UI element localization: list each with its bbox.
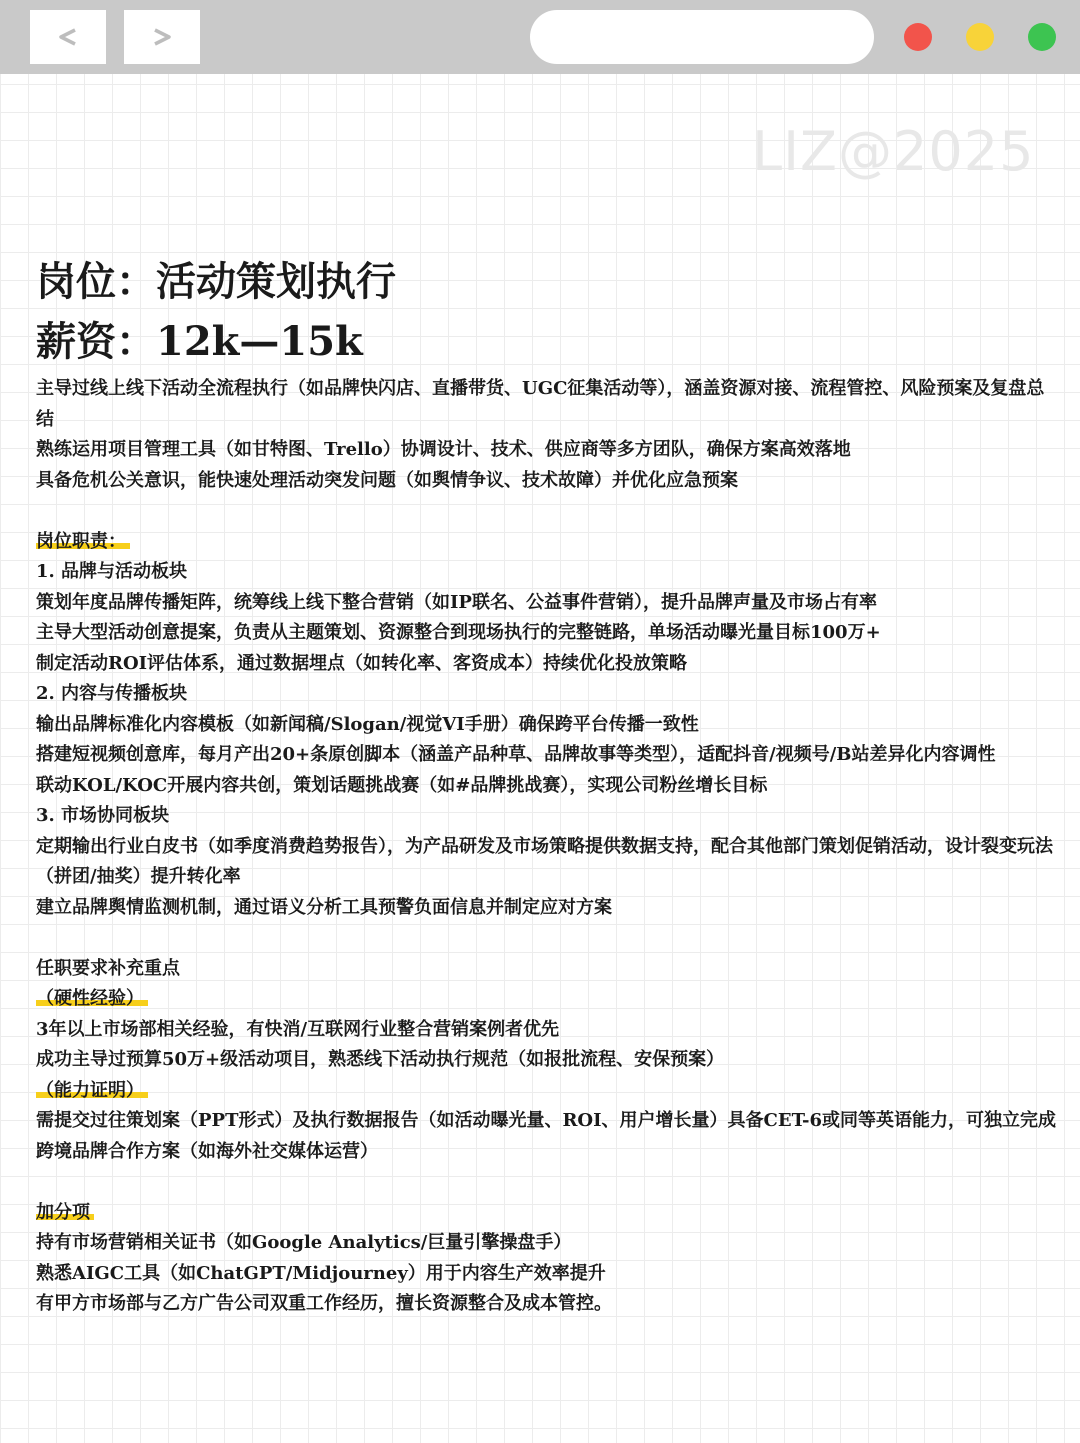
duty-item: 策划年度品牌传播矩阵，统筹线上线下整合营销（如IP联名、公益事件营销），提升品牌声量及市场占有率 — [36, 591, 877, 613]
back-button[interactable] — [30, 10, 106, 64]
duty-item: 制定活动ROI评估体系，通过数据埋点（如转化率、客资成本）持续优化投放策略 — [36, 652, 688, 674]
job-description — [36, 374, 1056, 1320]
requirement-item: 需提交过往策划案（PPT形式）及执行数据报告（如活动曝光量、ROI、用户增长量）具备CET-6或同等英语能力，可独立完成跨境品牌合作方案（如海外社交媒体运营） — [36, 1110, 1056, 1162]
job-title: 岗位：活动策划执行 — [36, 258, 396, 305]
browser-toolbar — [0, 0, 1080, 74]
duty-item: 主导大型活动创意提案，负责从主题策划、资源整合到现场执行的完整链路，单场活动曝光量目标100万+ — [36, 622, 881, 643]
duty-item: 输出品牌标准化内容模板（如新闻稿/Slogan/视觉VI手册）确保跨平台传播一致性 — [36, 713, 699, 735]
duty-block-title: 2. 内容与传播板块 — [36, 683, 188, 704]
ability-proof-label: （能力证明） — [36, 1080, 148, 1101]
forward-button[interactable] — [124, 10, 200, 64]
intro-line: 熟练运用项目管理工具（如甘特图、Trello）协调设计、技术、供应商等多方团队，确保方案高效落地 — [36, 439, 851, 460]
bonus-heading: 加分项 — [36, 1202, 94, 1223]
duty-item: 联动KOL/KOC开展内容共创，策划话题挑战赛（如#品牌挑战赛），实现公司粉丝增长目标 — [36, 774, 768, 796]
duty-item: 搭建短视频创意库，每月产出20+条原创脚本（涵盖产品种草、品牌故事等类型），适配抖音/视频号/B站差异化内容调性 — [36, 744, 996, 765]
bonus-item: 熟悉AIGC工具（如ChatGPT/Midjourney）用于内容生产效率提升 — [36, 1262, 606, 1284]
requirement-item: 3年以上市场部相关经验，有快消/互联网行业整合营销案例者优先 — [36, 1018, 560, 1040]
chevron-left-icon — [53, 22, 83, 52]
watermark: LIZ@2025 — [752, 120, 1035, 183]
requirement-item: 成功主导过预算50万+级活动项目，熟悉线下活动执行规范（如报批流程、安保预案） — [36, 1049, 725, 1070]
intro-line: 具备危机公关意识，能快速处理活动突发问题（如舆情争议、技术故障）并优化应急预案 — [36, 469, 738, 491]
minimize-window-button[interactable] — [966, 23, 994, 51]
chevron-right-icon — [147, 22, 177, 52]
address-bar[interactable] — [530, 10, 874, 64]
hard-experience-label: （硬性经验） — [36, 988, 148, 1009]
duty-block-title: 3. 市场协同板块 — [36, 805, 170, 826]
duty-block-title: 1. 品牌与活动板块 — [36, 561, 188, 582]
intro-line: 主导过线上线下活动全流程执行（如品牌快闪店、直播带货、UGC征集活动等），涵盖资源对接、流程管控、风险预案及复盘总结 — [36, 378, 1045, 430]
salary-title: 薪资：12k—15k — [36, 318, 363, 365]
duty-item: 定期输出行业白皮书（如季度消费趋势报告），为产品研发及市场策略提供数据支持，配合其他部门策划促销活动，设计裂变玩法（拼团/抽奖）提升转化率 — [36, 835, 1053, 887]
bonus-item: 持有市场营销相关证书（如Google Analytics/巨量引擎操盘手） — [36, 1232, 572, 1253]
maximize-window-button[interactable] — [1028, 23, 1056, 51]
close-window-button[interactable] — [904, 23, 932, 51]
requirements-heading: 任职要求补充重点 — [36, 957, 180, 979]
bonus-item: 有甲方市场部与乙方广告公司双重工作经历，擅长资源整合及成本管控。 — [36, 1293, 612, 1314]
duties-heading: 岗位职责： — [36, 531, 130, 552]
duty-item: 建立品牌舆情监测机制，通过语义分析工具预警负面信息并制定应对方案 — [36, 896, 612, 918]
